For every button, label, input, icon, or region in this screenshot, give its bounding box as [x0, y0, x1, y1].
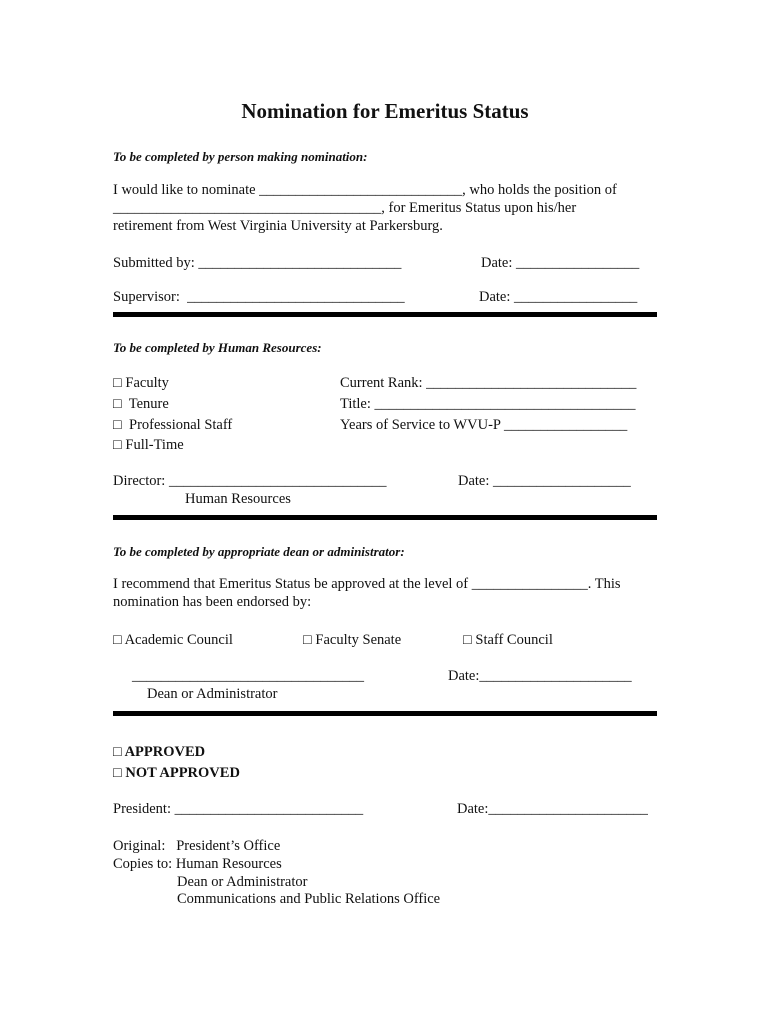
section-heading-nominator: To be completed by person making nomination: [113, 149, 368, 164]
nominate-line-1: I would like to nominate ____________________________, who holds the position of [113, 182, 617, 198]
dean-signature-field[interactable]: ________________________________ [132, 668, 364, 684]
checkbox-approved[interactable]: □ APPROVED [113, 744, 206, 760]
dean-caption: Dean or Administrator [147, 686, 278, 702]
nominate-line-2: _____________________________________, for Emeritus Status upon his/her [113, 200, 577, 216]
director-field[interactable]: Director: ______________________________ [113, 473, 387, 489]
checkbox-professional-staff[interactable]: □ Professional Staff [113, 417, 233, 433]
checkbox-faculty[interactable]: □ Faculty [113, 375, 169, 391]
supervisor-field[interactable]: Supervisor: ______________________________ [113, 289, 405, 305]
nominate-line-3: retirement from West Virginia University at Parkersburg. [113, 218, 443, 234]
section-divider [113, 312, 657, 317]
original-distribution: Original: President’s Office [113, 838, 281, 854]
submitted-date-field[interactable]: Date: _________________ [481, 255, 640, 271]
president-date-field[interactable]: Date:______________________ [457, 801, 648, 817]
checkbox-academic-council[interactable]: □ Academic Council [113, 632, 233, 648]
current-rank-field[interactable]: Current Rank: _____________________________ [340, 375, 637, 391]
director-caption: Human Resources [185, 491, 291, 507]
section-divider [113, 711, 657, 716]
director-date-field[interactable]: Date: ___________________ [458, 473, 631, 489]
checkbox-staff-council[interactable]: □ Staff Council [463, 632, 553, 648]
section-divider [113, 515, 657, 520]
section-heading-hr: To be completed by Human Resources: [113, 340, 322, 355]
copies-to-communications: Communications and Public Relations Office [177, 891, 441, 907]
submitted-by-field[interactable]: Submitted by: ____________________________ [113, 255, 402, 271]
checkbox-faculty-senate[interactable]: □ Faculty Senate [303, 632, 402, 648]
checkbox-not-approved[interactable]: □ NOT APPROVED [113, 765, 240, 781]
page-title: Nomination for Emeritus Status [241, 99, 529, 123]
recommend-line-2: nomination has been endorsed by: [113, 594, 312, 610]
title-field[interactable]: Title: ____________________________________ [340, 396, 636, 412]
checkbox-tenure[interactable]: □ Tenure [113, 396, 169, 412]
recommend-line-1: I recommend that Emeritus Status be approved at the level of ________________. This [113, 576, 621, 592]
president-signature-field[interactable]: President: __________________________ [113, 801, 364, 817]
copies-to-dean: Dean or Administrator [177, 874, 308, 890]
years-of-service-field[interactable]: Years of Service to WVU-P _________________ [340, 417, 628, 433]
section-heading-dean: To be completed by appropriate dean or administrator: [113, 544, 405, 559]
copies-to-line: Copies to: Human Resources [113, 856, 282, 872]
checkbox-full-time[interactable]: □ Full-Time [113, 437, 184, 453]
dean-date-field[interactable]: Date:_____________________ [448, 668, 632, 684]
supervisor-date-field[interactable]: Date: _________________ [479, 289, 638, 305]
